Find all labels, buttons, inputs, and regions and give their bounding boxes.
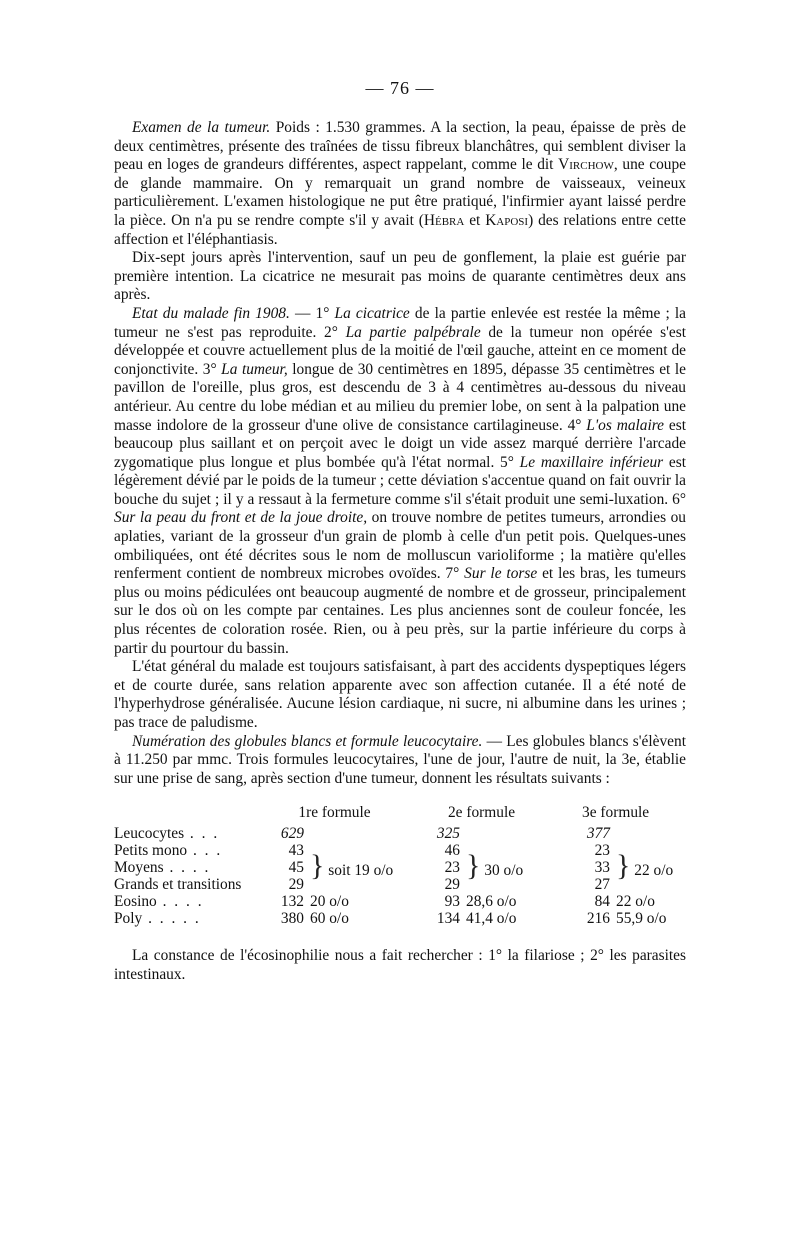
cell-value: 380 — [280, 910, 304, 928]
row-label: Leucocytes — [114, 825, 185, 843]
cell-value: 29 — [288, 876, 304, 894]
cell-value: 134 — [436, 910, 460, 928]
cell-percent: soit 19 o/o — [328, 861, 394, 879]
paragraph-numeration — [114, 733, 686, 789]
author-hebra: Hébra — [423, 211, 465, 229]
examen-text-1: Poids : 1.530 grammes. A la section, la peau, épaisse de près de deux centimètres, présente des traînées de tissu fibreux blanchâtres, qui semblent diviser la peau en loges de grandeurs différentes, aspect rappelant, comme le dit — [114, 119, 687, 174]
cell-percent — [610, 825, 673, 842]
table-header-row — [114, 804, 673, 825]
row-label: Poly — [114, 910, 143, 928]
etat-heading: Etat du malade fin 1908. — [132, 304, 290, 322]
etat-text: est légèrement dévié par le poids de la tumeur ; cette déviation s'accentue quand on fait ouvrir la bouche du sujet ; il y a ressaut à la fermeture comme s'il s'était produit une semi-luxation. 6° — [114, 453, 687, 508]
paragraph-conclusion: La constance de l'écosinophilie nous a fait rechercher : 1° la filariose ; 2° les parasites intestinaux. — [114, 947, 686, 983]
row-dots: . . . — [187, 842, 223, 860]
examen-text-3: ) des relations entre cette affection et l'éléphantiasis. — [114, 211, 686, 248]
cell-percent: 22 o/o — [634, 861, 674, 879]
cell-percent: 30 o/o — [484, 861, 524, 879]
table-row — [114, 893, 673, 910]
row-label: Grands et transitions — [114, 876, 242, 894]
cell-percent: 55,9 o/o — [616, 910, 667, 928]
cell-value: 23 — [444, 859, 460, 877]
cell-value: 84 — [594, 893, 610, 911]
etat-subheading: La tumeur, — [221, 360, 288, 378]
row-dots: . . . . . — [142, 910, 201, 928]
etat-text: on trouve nombre de petites tumeurs, arrondies ou aplaties, variant de la grosseur d'un grain de plomb à celle d'un petit pois. Quelques-unes ombiliquées, ont été décrites sous le nom de molluscun varioliforme ; la matière qu'elles renferment contient de nombreux microbes ovoïdes. 7° — [114, 509, 687, 583]
column-header-formule-3: 3e formule — [582, 804, 650, 822]
etat-text: et les bras, les tumeurs plus ou moins pédiculées ont beaucoup augmenté de nombre et de grosseur, principalement sur le dos où on les compte par centaines. Les plus anciennes sont de couleur foncée, les plus récentes de coloration rosée. Rien, ou à peu près, sur la partie inférieure du corps à partir du pourtour du bassin. — [114, 565, 686, 657]
examen-et: et — [464, 211, 486, 229]
cell-percent — [460, 825, 558, 842]
paragraph-etat-malade — [114, 305, 686, 658]
row-dots: . . . — [184, 825, 220, 843]
column-header-formule-2: 2e formule — [447, 804, 516, 822]
etat-subheading: Sur le torse — [464, 565, 538, 583]
etat-subheading: La cicatrice — [334, 304, 410, 322]
cell-value: 27 — [594, 876, 610, 894]
row-label: Moyens — [114, 859, 164, 877]
cell-value: 93 — [444, 893, 460, 911]
etat-subheading: L'os malaire — [586, 416, 665, 434]
cell-percent: 28,6 o/o — [466, 893, 517, 911]
column-header-formule-1: 1re formule — [298, 804, 371, 822]
cell-value: 325 — [436, 825, 460, 843]
cell-value: 23 — [594, 842, 610, 860]
cell-percent: 20 o/o — [310, 893, 349, 911]
cell-percent: 22 o/o — [616, 893, 655, 911]
cell-value: 377 — [586, 825, 610, 843]
etat-text: est beaucoup plus saillant et on perçoit avec le doigt un vide assez marqué derrière l'arcade zygomatique plus longue et plus bombée qu'à l'état normal. 5° — [114, 416, 686, 471]
etat-text: de la partie enlevée est restée la même ; la tumeur ne s'est pas reproduite. 2° — [114, 304, 686, 341]
numeration-heading: Numération des globules blancs et formule leucocytaire. — [132, 732, 483, 750]
cell-value: 29 — [444, 876, 460, 894]
brace-icon: } — [310, 848, 325, 882]
cell-value: 33 — [594, 859, 610, 877]
row-dots: . . . . — [156, 893, 204, 911]
row-label: Eosino — [114, 893, 157, 911]
cell-percent: 41,4 o/o — [466, 910, 517, 928]
cell-value: 45 — [288, 859, 304, 877]
brace-icon: } — [616, 848, 631, 882]
table-row — [114, 842, 673, 859]
etat-subheading: La partie palpébrale — [345, 323, 481, 341]
page-number: — 76 — — [365, 78, 435, 98]
examen-text-2: , une coupe de glande mammaire. On y remarquait un grand nombre de vaisseaux, veineux particulièrement. L'examen histologique ne put être pratiqué, l'infirmier ayant laissé perdre la pièce. On n'a pu se rendre compte s'il y avait ( — [114, 156, 686, 229]
table-row — [114, 910, 673, 927]
paragraph-cicatrice: Dix-sept jours après l'intervention, sauf un peu de gonflement, la plaie est guérie par première intention. La cicatrice ne mesurait pas moins de quarante centimètres deux ans après. — [114, 249, 686, 304]
cell-percent — [304, 825, 405, 842]
author-virchow: Virchow — [558, 156, 614, 174]
etat-subheading: Sur la peau du front et de la joue droite, — [114, 509, 368, 527]
table-row — [114, 825, 673, 842]
cell-percent: 60 o/o — [310, 910, 349, 928]
row-label: Petits mono — [114, 842, 188, 860]
cell-value: 132 — [280, 893, 304, 911]
row-dots: . . . . — [163, 859, 211, 877]
etat-text: de la tumeur non opérée s'est développée et couvre actuellement plus de la moitié de l'œil gauche, atteint en ce moment de conjonctivite. 3° — [114, 323, 686, 378]
paragraph-etat-general: L'état général du malade est toujours satisfaisant, à part des accidents dyspeptiques légers et de courte durée, sans relation apparente avec son affection cutanée. Il a été noté de l'hyperhydrose généralisée. Aucune lésion cardiaque, ni sucre, ni albumine dans les urines ; pas trace de paludisme. — [114, 658, 686, 731]
author-kaposi: Kaposi — [485, 211, 529, 229]
page — [114, 78, 686, 985]
cell-value: 43 — [288, 842, 304, 860]
cell-value: 629 — [280, 825, 304, 843]
brace-icon: } — [466, 848, 481, 882]
etat-text: longue de 30 centimètres en 1895, dépasse 35 centimètres et le pavillon de l'oreille, plus gros, est descendu de 3 à 4 centimètres au-dessous du niveau antérieur. Au centre du lobe médian et au milieu du premier lobe, on sent à la palpation une masse indolore de la grosseur d'une olive de consistance cartilagineuse. 4° — [114, 360, 686, 434]
paragraph-examen-tumeur — [114, 119, 686, 249]
results-table — [114, 804, 673, 927]
cell-value: 216 — [586, 910, 610, 928]
examen-heading: Examen de la tumeur. — [132, 119, 271, 136]
numeration-text: — Les globules blancs s'élèvent à 11.250 par mmc. Trois formules leucocytaires, l'une de jour, l'autre de nuit, la 3e, établie sur une prise de sang, après section d'une tumeur, donnent les résultats suivants : — [114, 732, 686, 787]
cell-value: 46 — [444, 842, 460, 860]
etat-text: — 1° — [289, 304, 335, 322]
etat-subheading: Le maxillaire inférieur — [519, 453, 664, 471]
